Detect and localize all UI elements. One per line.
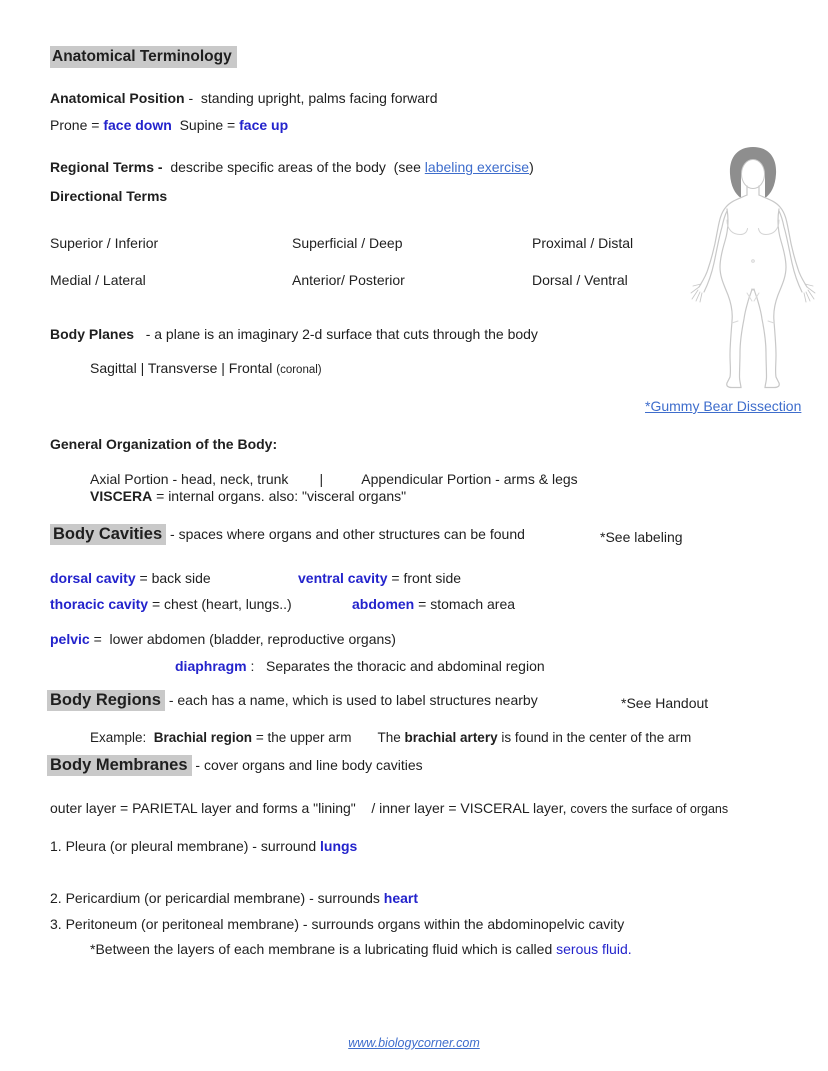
abdomen-text: = stomach area [414, 596, 516, 612]
term-anterior-posterior: Anterior/ Posterior [292, 272, 405, 288]
ventral-cavity-text: = front side [387, 570, 462, 586]
brachial-artery-term: brachial artery [404, 730, 498, 745]
ventral-cavity-cell [298, 570, 461, 588]
planes-coronal-note: (coronal) [276, 364, 322, 376]
directional-terms-heading: Directional Terms [50, 188, 168, 204]
serous-fluid-term: serous fluid. [556, 941, 632, 957]
pleura-text: 1. Pleura (or pleural membrane) - surround [50, 838, 321, 854]
viscera-term: VISCERA [90, 488, 153, 504]
gummy-bear-line [645, 398, 801, 416]
body-planes-line [50, 326, 538, 344]
anatomical-position-line [50, 90, 437, 108]
term-proximal-distal: Proximal / Distal [532, 235, 634, 251]
heart-term: heart [383, 890, 419, 906]
pelvic-line [50, 631, 396, 649]
example-mid2: The [377, 730, 405, 745]
dorsal-cavity-text: = back side [135, 570, 211, 586]
footer-line [0, 1036, 828, 1052]
prone-supine-line [50, 117, 288, 135]
body-planes-term: Body Planes [50, 326, 135, 342]
crotch-line [752, 289, 754, 290]
supine-value: face up [239, 117, 289, 133]
example-gap [352, 730, 378, 745]
term-medial-lateral: Medial / Lateral [50, 272, 146, 288]
regional-terms-line [50, 159, 534, 177]
planes-list-line [90, 360, 322, 378]
viscera-line [90, 488, 406, 506]
see-handout-note: *See Handout [621, 695, 709, 711]
serous-note-text: *Between the layers of each membrane is a lubricating fluid which is called [90, 941, 557, 957]
body-regions-heading: Body Regions [47, 690, 165, 711]
page-title: Anatomical Terminology [50, 46, 237, 68]
term-superficial-deep: Superficial / Deep [292, 235, 403, 251]
axial-appendicular-line: Axial Portion - head, neck, trunk | Appendicular Portion - arms & legs [90, 471, 578, 487]
thoracic-cavity-text: = chest (heart, lungs..) [148, 596, 292, 612]
ventral-cavity-term: ventral cavity [298, 570, 388, 586]
female-body-outline-image [678, 141, 828, 391]
term-superior-inferior: Superior / Inferior [50, 235, 159, 251]
regional-terms-text: describe specific areas of the body (see [162, 159, 425, 175]
gummy-bear-dissection-link[interactable]: *Gummy Bear Dissection [645, 398, 802, 414]
anatomical-position-term: Anatomical Position [50, 90, 185, 106]
planes-list: Sagittal | Transverse | Frontal [90, 360, 277, 376]
abdomen-cell [352, 596, 515, 614]
anatomical-position-text: - standing upright, palms facing forward [184, 90, 438, 106]
example-rest: is found in the center of the arm [497, 730, 692, 745]
navel-mark [752, 260, 755, 263]
body-cavities-text: - spaces where organs and other structures can be found [166, 526, 525, 542]
body-cavities-heading: Body Cavities [50, 524, 166, 545]
pericardium-line [50, 890, 418, 908]
brachial-region-term: Brachial region [153, 730, 253, 745]
prone-value: face down [103, 117, 172, 133]
parietal-visceral-line [50, 800, 728, 818]
example-mid1: = the upper arm [252, 730, 352, 745]
page-title-line [50, 47, 237, 66]
term-dorsal-ventral: Dorsal / Ventral [532, 272, 628, 288]
body-cavities-heading-line [50, 524, 525, 545]
example-prefix: Example: [90, 730, 154, 745]
pelvic-term: pelvic [50, 631, 90, 647]
layers-main-text: outer layer = PARIETAL layer and forms a "lining" / inner layer = VISCERAL layer, [50, 800, 571, 816]
regional-terms-term: Regional Terms - [50, 159, 163, 175]
body-regions-text: - each has a name, which is used to label structures nearby [164, 692, 538, 708]
general-organization-heading: General Organization of the Body: [50, 436, 278, 452]
dorsal-cavity-cell [50, 570, 211, 588]
layers-small-text: covers the surface of organs [570, 802, 729, 816]
pericardium-text: 2. Pericardium (or pericardial membrane) - surrounds [50, 890, 384, 906]
thoracic-cavity-cell [50, 596, 292, 614]
abdomen-term: abdomen [352, 596, 415, 612]
brachial-example-line [90, 730, 691, 747]
diaphragm-text: : Separates the thoracic and abdominal region [246, 658, 545, 674]
diaphragm-term: diaphragm [175, 658, 247, 674]
prone-label: Prone = [50, 117, 104, 133]
thoracic-cavity-term: thoracic cavity [50, 596, 149, 612]
diaphragm-line [175, 658, 545, 676]
body-regions-heading-line [47, 690, 538, 711]
face-shape [742, 160, 765, 189]
biologycorner-link[interactable]: www.biologycorner.com [348, 1036, 480, 1050]
regional-terms-close: ) [529, 159, 534, 175]
peritoneum-line: 3. Peritoneum (or peritoneal membrane) - surrounds organs within the abdominopelvic cavity [50, 916, 625, 932]
dorsal-cavity-term: dorsal cavity [50, 570, 136, 586]
body-membranes-text: - cover organs and line body cavities [191, 757, 423, 773]
labeling-exercise-link[interactable]: labeling exercise [424, 159, 530, 175]
body-planes-text: - a plane is an imaginary 2-d surface that cuts through the body [134, 326, 538, 342]
pelvic-text: = lower abdomen (bladder, reproductive organs) [89, 631, 396, 647]
lungs-term: lungs [320, 838, 358, 854]
female-body-figure [678, 141, 828, 391]
viscera-text: = internal organs. also: "visceral organs" [152, 488, 407, 504]
body-membranes-heading-line [47, 755, 423, 776]
see-labeling-note: *See labeling [600, 529, 683, 545]
body-membranes-heading: Body Membranes [47, 755, 192, 776]
supine-label: Supine = [171, 117, 240, 133]
pleura-line [50, 838, 357, 856]
serous-fluid-line [90, 941, 632, 959]
